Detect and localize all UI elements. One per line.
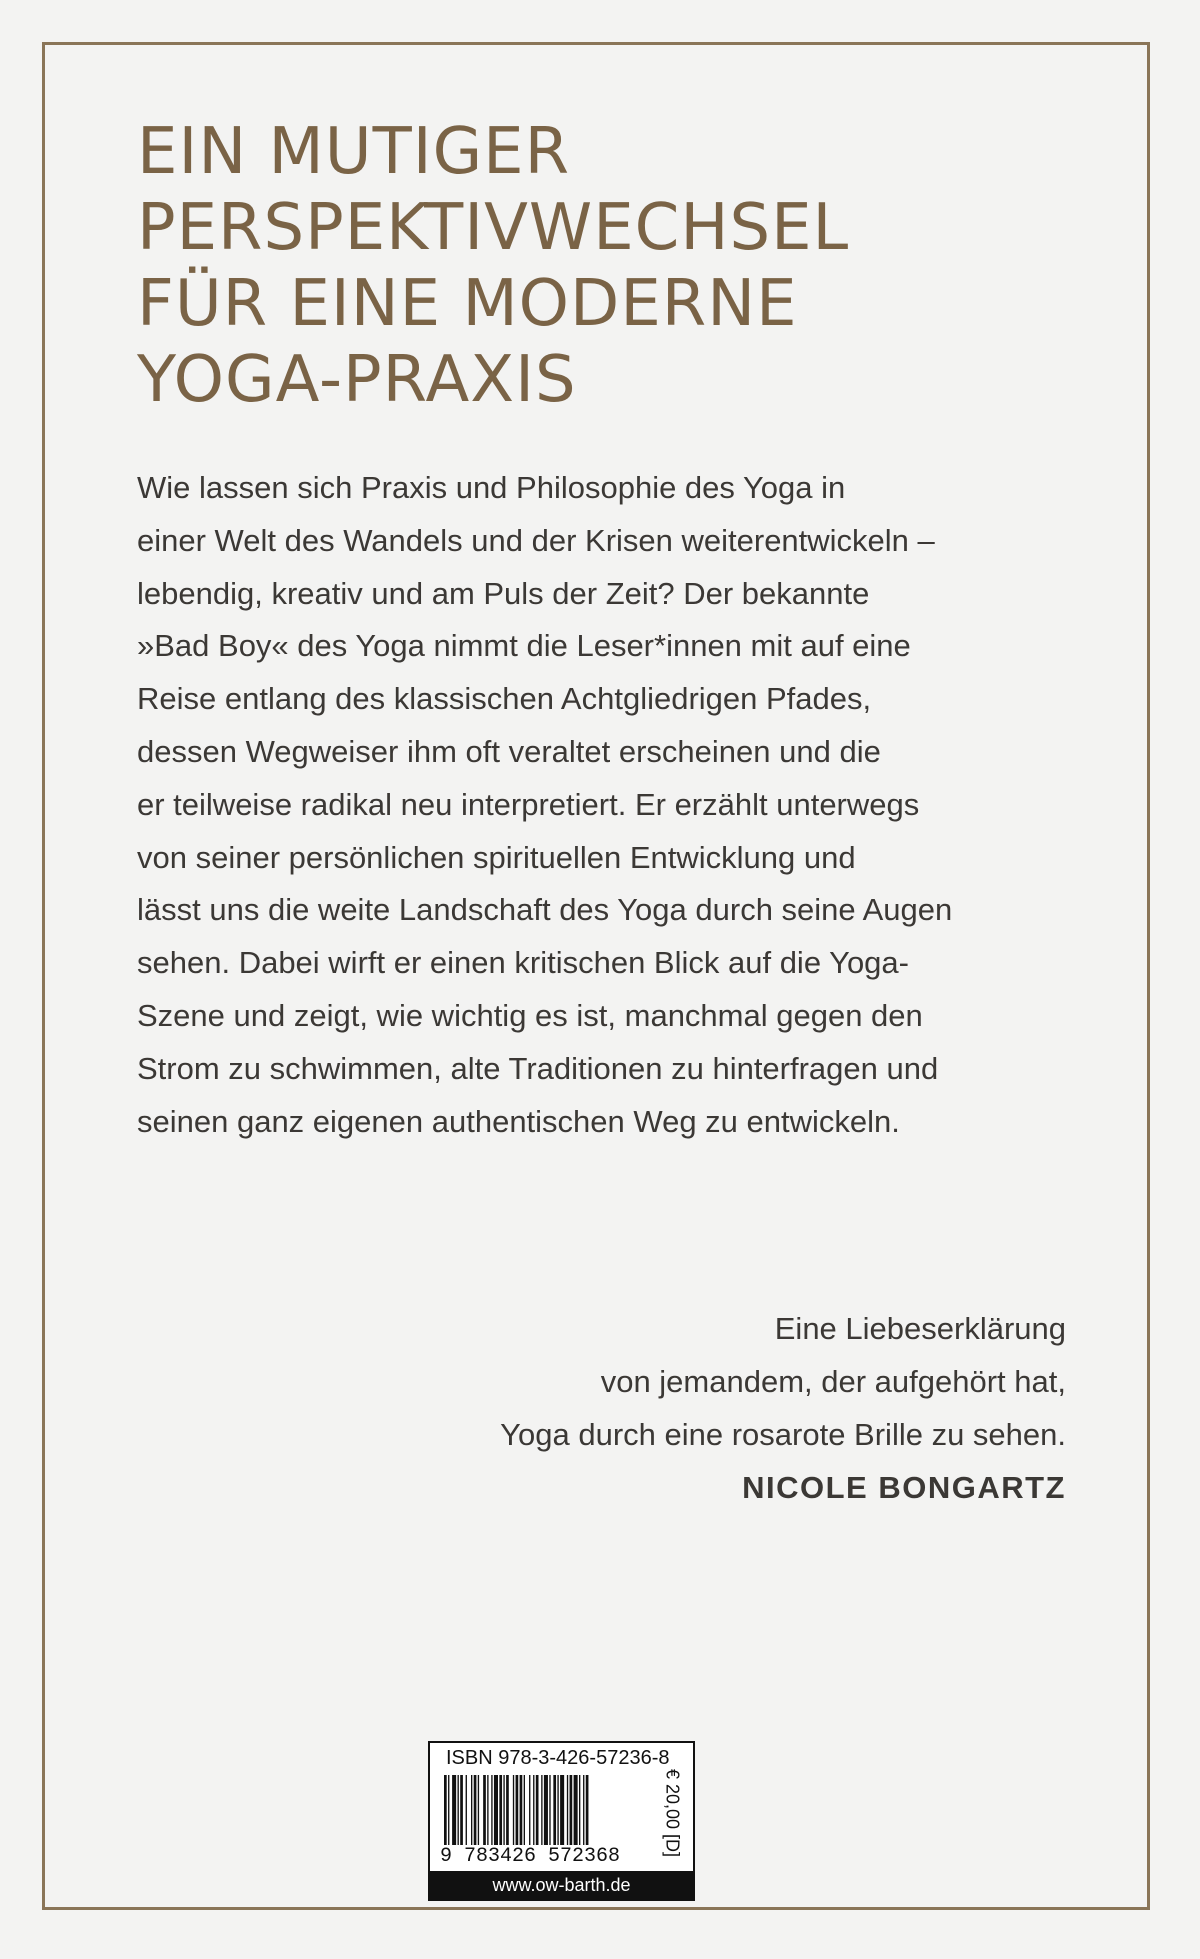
barcode-bar <box>549 1775 550 1855</box>
barcode-bar <box>491 1775 492 1855</box>
barcode-bar <box>503 1775 504 1855</box>
barcode-bar <box>524 1775 525 1855</box>
barcode-bar <box>494 1775 498 1855</box>
barcode-bar <box>516 1775 519 1855</box>
barcode-bar <box>448 1775 449 1855</box>
blurb-line: von seiner persönlichen spirituellen Entwicklung und <box>137 839 856 875</box>
barcode-bar <box>452 1775 456 1855</box>
barcode-bar <box>570 1775 573 1855</box>
barcode-digits: 9 783426 572368 <box>440 1845 652 1868</box>
blurb-line: sehen. Dabei wirft er einen kritischen Blick auf die Yoga- <box>137 945 909 981</box>
blurb-line: »Bad Boy« des Yoga nimmt die Leser*innen mit auf eine <box>137 628 911 664</box>
isbn-barcode-label <box>428 1741 695 1901</box>
barcode-bar <box>560 1775 564 1855</box>
barcode-bar <box>536 1775 539 1855</box>
blurb-line: er teilweise radikal neu interpretiert. Er erzählt unterwegs <box>137 786 920 822</box>
barcode-bar <box>529 1775 530 1855</box>
barcode-bar <box>499 1775 502 1855</box>
barcode-bar <box>471 1775 472 1855</box>
isbn-label: ISBN 978-3-426-57236-8 <box>446 1747 670 1769</box>
quote-line: Yoga durch eine rosarote Brille zu sehen. <box>500 1417 1066 1452</box>
barcode-bar <box>513 1775 514 1855</box>
barcode-bar <box>478 1775 479 1855</box>
barcode-bar <box>487 1775 488 1855</box>
barcode-bar <box>583 1775 584 1855</box>
blurb-line: dessen Wegweiser ihm oft veraltet erscheinen und die <box>137 733 881 769</box>
barcode-graphic <box>440 1775 650 1855</box>
barcode-bar <box>520 1775 523 1855</box>
price-label: € 20,00 [D] <box>662 1768 683 1858</box>
blurb-line: Wie lassen sich Praxis und Philosophie des Yoga in <box>137 470 846 505</box>
barcode-bar <box>574 1775 578 1855</box>
barcode-bar <box>586 1775 589 1855</box>
barcode-bar <box>541 1775 542 1855</box>
quote-line: Eine Liebeserklärung <box>774 1311 1066 1346</box>
barcode-bar <box>444 1775 447 1855</box>
publisher-url: www.ow-barth.de <box>430 1871 693 1899</box>
blurb-line: lässt uns die weite Landschaft des Yoga durch seine Augen <box>137 892 953 928</box>
blurb-line: einer Welt des Wandels und der Krisen weiterentwickeln – <box>137 522 935 558</box>
barcode-bar <box>506 1775 509 1855</box>
barcode-bar <box>466 1775 467 1855</box>
headline-line: EIN MUTIGER <box>137 115 571 189</box>
endorsement-quote <box>500 1302 1066 1514</box>
blurb-line: Szene und zeigt, wie wichtig es ist, manchmal gegen den <box>137 997 923 1033</box>
quote-author: NICOLE BONGARTZ <box>742 1470 1066 1505</box>
blurb-line: seinen ganz eigenen authentischen Weg zu entwickeln. <box>137 1103 900 1139</box>
barcode-bar <box>474 1775 477 1855</box>
barcode-bar <box>553 1775 556 1855</box>
blurb-line: Strom zu schwimmen, alte Traditionen zu hinterfragen und <box>137 1050 939 1086</box>
barcode-bar <box>460 1775 463 1855</box>
barcode-bar <box>557 1775 558 1855</box>
barcode-bar <box>533 1775 534 1855</box>
headline <box>137 115 850 424</box>
barcode-bar <box>567 1775 568 1855</box>
headline-line: PERSPEKTIVWECHSEL <box>137 191 850 265</box>
barcode-bar <box>544 1775 548 1855</box>
blurb-line: lebendig, kreativ und am Puls der Zeit? Der bekannte <box>137 575 870 611</box>
barcode-bar <box>458 1775 459 1855</box>
blurb-line: Reise entlang des klassischen Achtgliedrigen Pfades, <box>137 681 872 717</box>
headline-line: FÜR EINE MODERNE <box>137 267 798 341</box>
barcode-bar <box>579 1775 580 1855</box>
barcode-bar <box>483 1775 486 1855</box>
headline-line: YOGA-PRAXIS <box>137 343 577 417</box>
blurb-text <box>137 462 1037 1148</box>
quote-line: von jemandem, der aufgehört hat, <box>600 1364 1066 1399</box>
